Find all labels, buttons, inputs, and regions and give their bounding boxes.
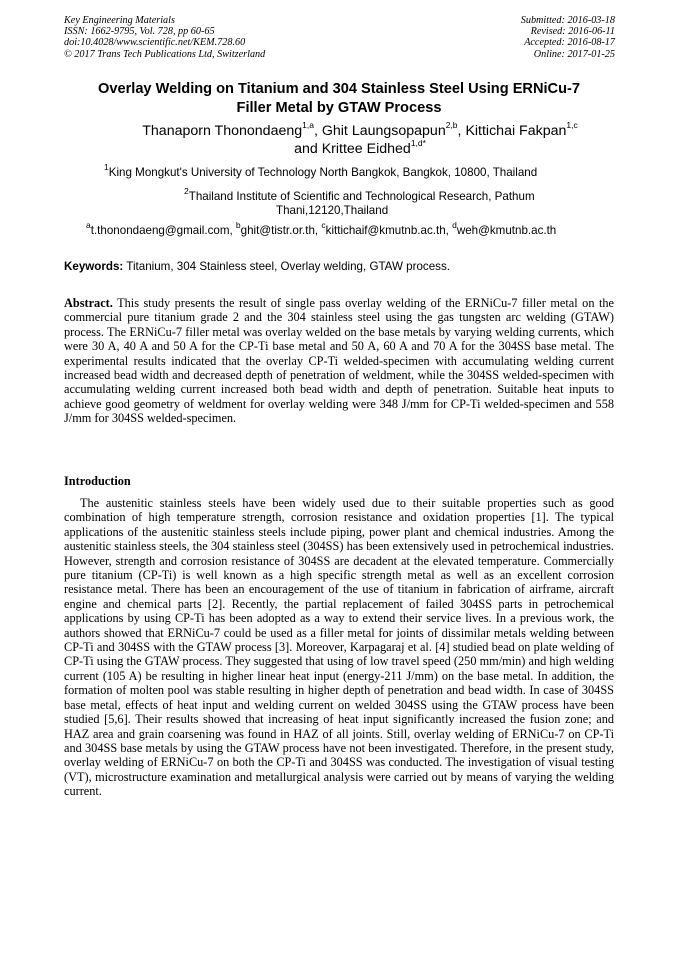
author-sup: 1,c <box>566 120 578 131</box>
affiliation-2-continued: Thani,12120,Thailand <box>276 204 389 217</box>
paper-title <box>40 80 638 118</box>
introduction-paragraph: The austenitic stainless steels have been widely used due to their suitable properties such as good combination of high temperature strength, corrosion resistance and oxidation properties [1]. The typical applications of the austenitic stainless steels include piping, power plant and chemical industries. Among the austenitic stainless steels, the 304 stainless steel (304SS) has been extensively used in petrochemical industries. However, strength and corrosion resistance of 304SS are decadent at the elevated temperature. Commercially pure titanium (CP-Ti) is well known as a high specific strength metal as well as an excellent corrosion resistance metal. There has been an encouragement of the use of titanium in fabrication of airframe, aircraft engine and chemical parts [2]. Recently, the partial replacement of failed 304SS parts in petrochemical applications by using CP-Ti has been adopted as a way to extend their service lives. In a previous work, the authors showed that ERNiCu-7 could be used as a filler metal for joints of dissimilar metals welding between CP-Ti and 304SS with the GTAW process [3]. Moreover, Karpagaraj et al. [4] studied bead on plate welding of CP-Ti using the GTAW process. They suggested that using of low travel speed (250 mm/min) and high welding current (105 A) be resulting in higher linear heat input (energy-211 J/mm) on the base metal. In addition, the formation of molten pool was stable resulting in higher depth of penetration and bead width. In case of 304SS base metal, effects of heat input and welding current on welded 304SS using the GTAW process have been studied [5,6]. Their results showed that increasing of heat input significantly increased the fusion zone; and HAZ area and grain coarsening was found in HAZ of all joints. Still, overlay welding of ERNiCu-7 on CP-Ti and 304SS base metals by using the GTAW process have not been investigated. Therefore, in the present study, overlay welding of ERNiCu-7 on both the CP-Ti and 304SS was conducted. The investigation of visual testing (VT), microstructure examination and metallurgical analysis were carried out by means of varying the welding current. <box>64 496 614 799</box>
date-accepted: Accepted: 2016-08-17 <box>524 37 615 49</box>
email-link[interactable]: t.thonondaeng@gmail.com, <box>90 224 236 237</box>
email-link[interactable]: weh@kmutnb.ac.th <box>456 224 557 237</box>
date-submitted: Submitted: 2016-03-18 <box>520 15 615 26</box>
author-emails <box>86 220 557 238</box>
author-name: Thanaporn Thonondaeng <box>142 123 303 139</box>
author-name: Kittichai Fakpan <box>465 123 567 139</box>
affiliation-2 <box>184 186 535 204</box>
date-revised: Revised: 2016-06-11 <box>530 26 615 38</box>
dates-header <box>521 15 615 60</box>
author-separator: and <box>294 141 322 157</box>
journal-header <box>64 15 265 60</box>
abstract-text: This study presents the result of single pass overlay welding of the ERNiCu-7 filler metal on the commercial pure titanium grade 2 and the 304 stainless steel using the gas tungsten arc welding (GTAW) process. The ERNiCu-7 filler metal was overlay welded on the base metals by varying welding currents, which were 30 A, 40 A and 50 A for the CP-Ti base metal and 50 A, 60 A and 70 A for the 304SS base metal. The experimental results indicated that the overlay CP-Ti welded-specimen with accumulating welding current increased bead width and decreased depth of penetration of weldment, while the 304SS welded-specimen with accumulating welding current increased both bead width and depth of penetration. Suitable heat inputs to achieve good geometry of weldment for overlay welding were 348 J/mm for CP-Ti welded-specimen and 558 J/mm for 304SS welded-specimen. <box>64 296 614 426</box>
keywords-label: Keywords: <box>64 260 124 273</box>
section-heading-introduction: Introduction <box>64 474 131 488</box>
affiliation-1 <box>104 162 538 180</box>
affiliation-2-sup: 2 <box>184 186 189 197</box>
email-sup: c <box>321 220 326 231</box>
journal-doi: doi:10.4028/www.scientific.net/KEM.728.60 <box>64 37 246 49</box>
journal-issn: ISSN: 1662-9795, Vol. 728, pp 60-65 <box>64 26 215 38</box>
title-line-1: Overlay Welding on Titanium and 304 Stainless Steel Using ERNiCu-7 <box>98 81 580 97</box>
author-separator: , <box>457 123 466 139</box>
title-line-2: Filler Metal by GTAW Process <box>236 100 442 116</box>
email-link[interactable]: ghit@tistr.or.th, <box>240 224 322 237</box>
email-sup: a <box>86 220 91 231</box>
email-sup: d <box>452 220 457 231</box>
affiliation-1-text: King Mongkut's University of Technology North Bangkok, Bangkok, 10800, Thailand <box>108 166 538 179</box>
author-sup: 1,a <box>302 120 314 131</box>
date-online: Online: 2017-01-25 <box>533 48 615 60</box>
author-name: Ghit Laungsopapun <box>321 123 446 139</box>
author-list <box>100 122 620 158</box>
abstract-label: Abstract. <box>64 296 113 310</box>
journal-copyright: © 2017 Trans Tech Publications Ltd, Switzerland <box>64 48 266 60</box>
email-sup: b <box>235 220 241 231</box>
author-sup: 2,b <box>445 120 458 131</box>
abstract <box>64 296 614 426</box>
keywords-text: Titanium, 304 Stainless steel, Overlay welding, GTAW process. <box>123 260 450 273</box>
affiliation-1-sup: 1 <box>104 162 109 173</box>
author-sup: 1,d* <box>410 138 426 149</box>
author-name: Krittee Eidhed <box>321 141 411 157</box>
keywords <box>64 260 450 273</box>
author-separator: , <box>313 123 322 139</box>
journal-name: Key Engineering Materials <box>64 15 175 26</box>
affiliation-2-text: Thailand Institute of Scientific and Technological Research, Pathum <box>188 190 535 203</box>
email-link[interactable]: kittichaif@kmutnb.ac.th, <box>325 224 453 237</box>
